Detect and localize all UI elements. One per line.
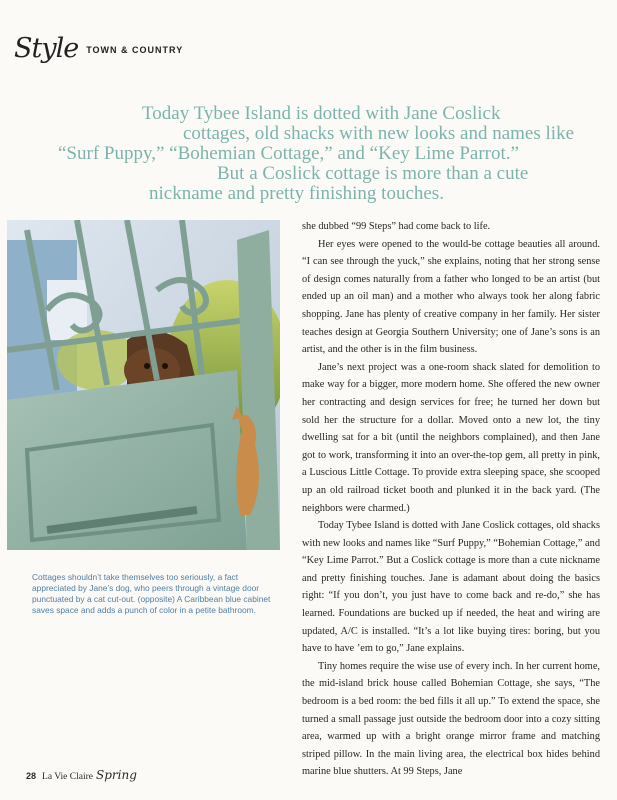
season-label: Spring bbox=[95, 768, 137, 782]
style-logo-script: Style bbox=[14, 32, 79, 64]
photo-illustration bbox=[7, 220, 280, 550]
page-footer bbox=[26, 768, 137, 782]
magazine-name: La Vie Claire bbox=[42, 772, 93, 782]
photo-caption: Cottages shouldn’t take themselves too seriously, a fact appreciated by Jane’s dog, who peers through a vintage door punctuated by a cat cut-out. (opposite) A Caribbean blue cabinet saves space and adds a punch of color in a petite bathroom. bbox=[32, 572, 271, 615]
dog-door-photo bbox=[7, 220, 280, 550]
section-label: TOWN & COUNTRY bbox=[86, 45, 184, 55]
pull-quote-line: nickname and pretty finishing touches. bbox=[149, 183, 444, 204]
article-paragraph: Jane’s next project was a one-room shack slated for demolition to make way for a bigger, more modern home. She offered the new owner her contracting and design services for free; he turned her down but sold her the structure for a dollar. Moved onto a new lot, the tiny dwelling sat for a bit (until the neighbors complained), and then Jane got to work, transforming it into an over-the-top gem, all pretty in pink, a Luscious Little Cottage. To provide extra sleeping space, she scooped up an old railroad ticket booth and plunked it in the back yard. (The neighbors were charmed.) bbox=[302, 361, 600, 514]
pull-quote-line: Today Tybee Island is dotted with Jane Coslick bbox=[142, 103, 501, 124]
pull-quote-line: cottages, old shacks with new looks and names like bbox=[183, 123, 575, 144]
pull-quote bbox=[52, 103, 575, 204]
article-paragraph: Today Tybee Island is dotted with Jane Coslick cottages, old shacks with new looks and names like “Surf Puppy,” “Bohemian Cottage,” and “Key Lime Parrot.” But a Coslick cottage is more than a cute nickname and pretty finishing touches. Jane is adamant about doing the basics right: “If you don’t, you just have to come back and re-do,” she has learned. Foundations are bucked up if needed, the heat and wiring are updated, A/C is installed. “It’s a lot like buying tires: boring, but you have to have ’em to go,” Jane explains. bbox=[302, 520, 600, 655]
page-number: 28 bbox=[26, 771, 37, 781]
article-paragraph: Her eyes were opened to the would-be cottage beauties all around. “I can see through the yuck,” she explains, noting that her strong sense of design comes naturally from a father who longed to be an artist (but ended up an oil man) and a mother who always took her along fabric shopping. Jane has plenty of creative company in her family. Her sister teaches design at Georgia Southern University; one of Jane’s sons is an artist, and the other is in the film business. bbox=[302, 238, 600, 356]
article-paragraph: Tiny homes require the wise use of every inch. In her current home, the mid-island brick house called Bohemian Cottage, she says, “The bedroom is a bed room: the bed fills it all up.” To extend the space, she turned a small passage just outside the bedroom door into a cozy sitting area, warmed up with a bright orange mirror frame and matching striped pillow. In the main living area, the electrical box hides behind marine blue shutters. At 99 Steps, Jane bbox=[302, 660, 600, 778]
article-paragraph: she dubbed “99 Steps” had come back to life. bbox=[302, 221, 491, 232]
section-header bbox=[14, 28, 183, 68]
pull-quote-line: But a Coslick cottage is more than a cute bbox=[217, 163, 529, 184]
pull-quote-line: “Surf Puppy,” “Bohemian Cottage,” and “Key Lime Parrot.” bbox=[58, 143, 519, 164]
article-body bbox=[302, 218, 600, 781]
